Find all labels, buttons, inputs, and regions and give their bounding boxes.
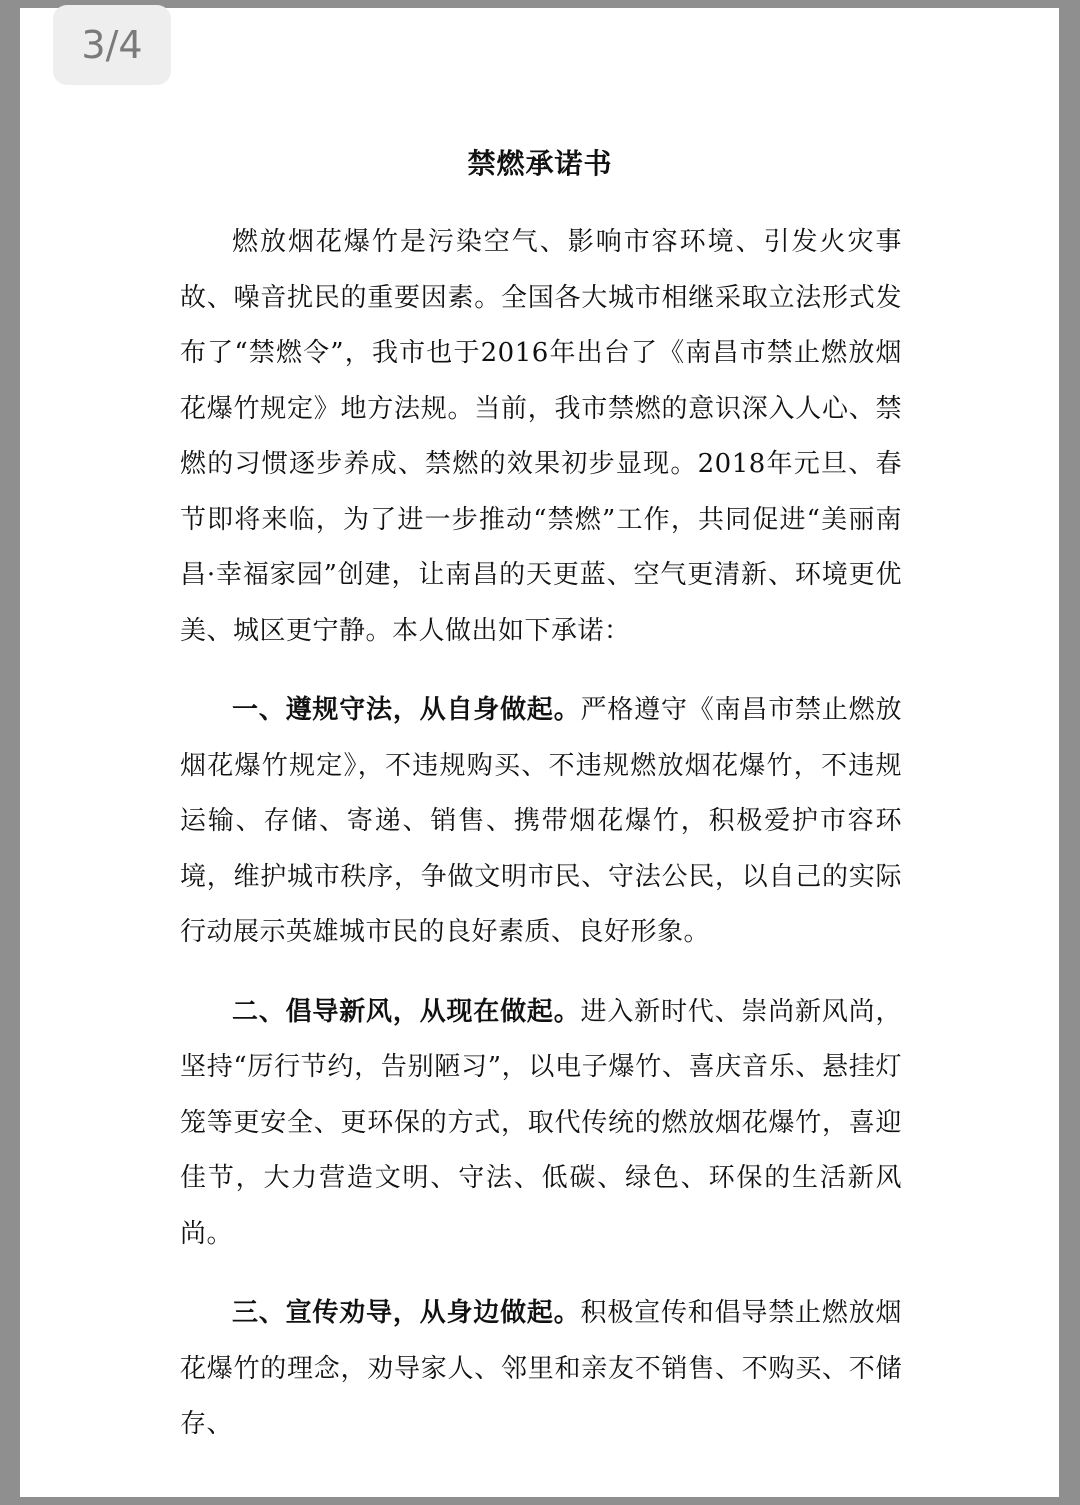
paragraph-gap [180, 1262, 902, 1286]
document-title: 禁燃承诺书 [467, 147, 613, 180]
item-1-paragraph [180, 683, 902, 961]
document-body [180, 215, 902, 1453]
paragraph-gap [180, 961, 902, 985]
item-3-text: 积极宣传和倡导禁止燃放烟花爆竹的理念，劝导家人、邻里和亲友不销售、不购买、不储存、 [180, 1298, 902, 1439]
paragraph-gap [180, 659, 902, 683]
item-3-lead: 三、宣传劝导，从身边做起。 [232, 1298, 581, 1328]
intro-paragraph: 燃放烟花爆竹是污染空气、影响市容环境、引发火灾事故、噪音扰民的重要因素。全国各大城市相继采取立法形式发布了“禁燃令”，我市也于2016年出台了《南昌市禁止燃放烟花爆竹规定》地方法规。当前，我市禁燃的意识深入人心、禁燃的习惯逐步养成、禁燃的效果初步显现。2018年元旦、春节即将来临，为了进一步推动“禁燃”工作，共同促进“美丽南昌·幸福家园”创建，让南昌的天更蓝、空气更清新、环境更优美、城区更宁静。本人做出如下承诺： [180, 227, 902, 646]
item-2-text: 进入新时代、崇尚新风尚，坚持“厉行节约，告别陋习”，以电子爆竹、喜庆音乐、悬挂灯笼等更安全、更环保的方式，取代传统的燃放烟花爆竹，喜迎佳节，大力营造文明、守法、低碳、绿色、环保的生活新风尚。 [180, 996, 902, 1249]
item-2-lead: 二、倡导新风，从现在做起。 [232, 996, 581, 1027]
item-2-paragraph [180, 985, 902, 1263]
item-3-paragraph [180, 1286, 902, 1453]
page-indicator: 3/4 [53, 5, 171, 85]
item-1-text: 严格遵守《南昌市禁止燃放烟花爆竹规定》，不违规购买、不违规燃放烟花爆竹，不违规运输、存储、寄递、销售、携带烟花爆竹，积极爱护市容环境，维护城市秩序，争做文明市民、守法公民，以自己的实际行动展示英雄城市民的良好素质、良好形象。 [180, 695, 902, 947]
item-1-lead: 一、遵规守法，从自身做起。 [232, 695, 581, 725]
